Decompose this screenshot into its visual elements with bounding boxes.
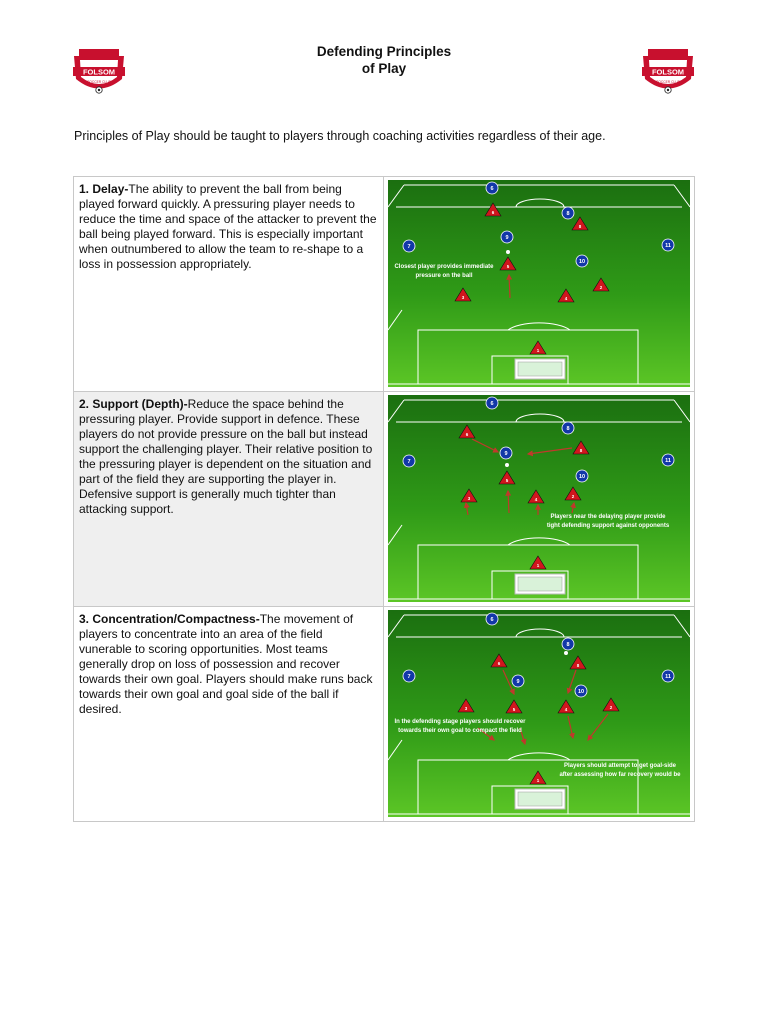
svg-text:2: 2 — [609, 705, 613, 710]
principle-text — [74, 392, 384, 607]
principle-row-support — [74, 392, 695, 607]
pitch-diagram-concentration — [388, 610, 690, 817]
logo-club-sub: SOCCER CLUB — [656, 80, 680, 84]
svg-text:1: 1 — [536, 348, 540, 353]
attacker-10 — [576, 470, 588, 482]
svg-text:8: 8 — [578, 224, 582, 229]
club-logo — [71, 46, 127, 98]
svg-text:8: 8 — [566, 642, 570, 648]
pitch-diagram-support — [388, 395, 690, 602]
intro-paragraph: Principles of Play should be taught to players through coaching activities regardless of their age. — [74, 129, 606, 143]
pitch-diagram-cell — [384, 392, 695, 607]
svg-text:9: 9 — [516, 679, 520, 685]
svg-text:4: 4 — [564, 296, 568, 301]
svg-text:7: 7 — [407, 459, 411, 465]
page-title-line2: of Play — [361, 61, 407, 76]
attacker-10 — [576, 255, 588, 267]
pitch-diagram-cell — [384, 607, 695, 822]
club-logo — [640, 46, 696, 98]
svg-text:5: 5 — [506, 264, 510, 269]
svg-text:9: 9 — [505, 235, 509, 241]
attacker-10 — [575, 685, 587, 697]
attacker-9 — [512, 675, 524, 687]
svg-text:6: 6 — [490, 617, 494, 623]
svg-text:6: 6 — [491, 210, 495, 215]
attacker-11 — [662, 670, 674, 682]
svg-text:1: 1 — [536, 563, 540, 568]
svg-text:8: 8 — [576, 663, 580, 668]
pitch-diagram-delay — [388, 180, 690, 387]
principle-description: Reduce the space behind the pressuring player. Provide support in defence. These players do not provide pressure on the ball but instead support the challenging player. Their relative position to the pressuring player is dependent on the situation and part of the field they are supporting the player in. Defensive support is generally much tighter than attacking support. — [79, 397, 373, 516]
logo-club-sub: SOCCER CLUB — [87, 80, 111, 84]
page-title-line1: Defending Principles — [316, 44, 452, 59]
svg-text:10: 10 — [577, 689, 585, 695]
principle-label: 3. Concentration/Compactness- — [79, 612, 260, 626]
svg-text:5: 5 — [505, 478, 509, 483]
svg-text:1: 1 — [536, 778, 540, 783]
ball — [506, 250, 510, 254]
svg-text:3: 3 — [461, 295, 465, 300]
attacker-8 — [562, 207, 574, 219]
attacker-8 — [562, 422, 574, 434]
diagram-annotation: towards their own goal to compact the field — [398, 728, 522, 734]
principle-label: 1. Delay- — [79, 182, 129, 196]
svg-text:6: 6 — [497, 661, 501, 666]
attacker-6 — [486, 613, 498, 625]
principle-row-delay — [74, 177, 695, 392]
svg-text:10: 10 — [578, 474, 586, 480]
svg-text:9: 9 — [504, 451, 508, 457]
attacker-11 — [662, 239, 674, 251]
logo-club-name: FOLSOM — [651, 67, 685, 77]
attacker-7 — [403, 455, 415, 467]
svg-text:3: 3 — [467, 496, 471, 501]
attacker-11 — [662, 454, 674, 466]
attacker-8 — [562, 638, 574, 650]
svg-text:8: 8 — [579, 448, 583, 453]
logo-club-name: FOLSOM — [82, 67, 116, 77]
diagram-annotation: Closest player provides immediate — [394, 264, 494, 270]
attacker-6 — [486, 182, 498, 194]
principle-description: The ability to prevent the ball from being played forward quickly. A pressuring player needs to reduce the time and space of the attacker to prevent the ball being played forward. This is especially important when outnumbered to allow the team to re-shape to a loss in possession appropriately. — [79, 182, 377, 271]
svg-text:5: 5 — [512, 707, 516, 712]
diagram-annotation: Players should attempt to get goal-side — [563, 763, 677, 769]
svg-text:11: 11 — [665, 674, 671, 680]
attacker-7 — [403, 240, 415, 252]
diagram-annotation: after assessing how far recovery would be — [559, 772, 681, 778]
svg-text:4: 4 — [534, 497, 538, 502]
principle-row-concentration — [74, 607, 695, 822]
principle-description: The movement of players to concentrate into an area of the field vunerable to scoring opportunities. Most teams generally drop on loss of possession and recover towards their own goal. Players should make runs back towards their own goal and goal side of the ball if desired. — [79, 612, 373, 716]
svg-text:3: 3 — [464, 706, 468, 711]
attacker-7 — [403, 670, 415, 682]
pitch-diagram-cell — [384, 177, 695, 392]
diagram-annotation: Players near the delaying player provide — [550, 514, 666, 520]
svg-text:6: 6 — [490, 401, 494, 407]
principle-text — [74, 607, 384, 822]
page-title — [234, 43, 534, 77]
attacker-9 — [501, 231, 513, 243]
svg-text:4: 4 — [564, 707, 568, 712]
principles-table — [73, 176, 695, 822]
svg-text:10: 10 — [578, 259, 586, 265]
diagram-annotation: In the defending stage players should recover — [394, 719, 526, 725]
principle-label: 2. Support (Depth)- — [79, 397, 188, 411]
svg-text:11: 11 — [665, 243, 671, 249]
principle-text — [74, 177, 384, 392]
ball — [564, 651, 568, 655]
svg-text:6: 6 — [465, 432, 469, 437]
attacker-9 — [500, 447, 512, 459]
attacker-6 — [486, 397, 498, 409]
svg-text:7: 7 — [407, 244, 411, 250]
svg-text:8: 8 — [566, 211, 570, 217]
ball — [505, 463, 509, 467]
svg-text:8: 8 — [566, 426, 570, 432]
svg-text:2: 2 — [599, 285, 603, 290]
svg-text:2: 2 — [571, 494, 575, 499]
svg-text:6: 6 — [490, 186, 494, 192]
diagram-annotation: pressure on the ball — [415, 273, 473, 279]
diagram-annotation: tight defending support against opponents — [546, 523, 670, 529]
svg-text:11: 11 — [665, 458, 671, 464]
svg-text:7: 7 — [407, 674, 411, 680]
